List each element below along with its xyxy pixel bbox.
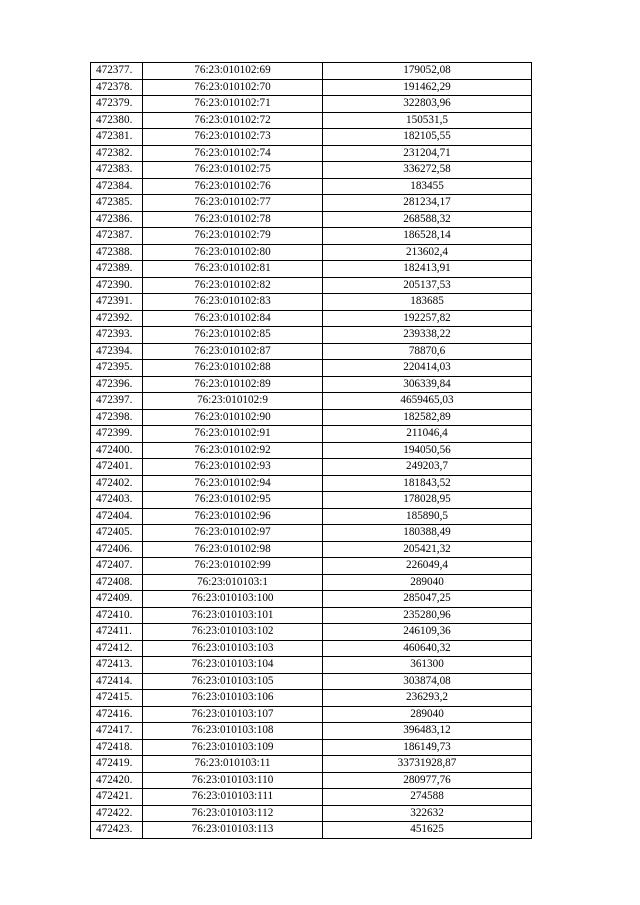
cadastral-number-cell: 76:23:010103:113 xyxy=(143,822,323,839)
cadastral-number-cell: 76:23:010102:84 xyxy=(143,310,323,327)
cadastral-number-cell: 76:23:010102:83 xyxy=(143,294,323,311)
row-number-cell: 472391. xyxy=(91,294,143,311)
cadastral-number-cell: 76:23:010102:97 xyxy=(143,525,323,542)
cadastral-value-cell: 150531,5 xyxy=(323,112,532,129)
table-row xyxy=(91,657,532,674)
cadastral-value-cell: 231204,71 xyxy=(323,145,532,162)
cadastral-value-cell: 211046,4 xyxy=(323,426,532,443)
table-row xyxy=(91,690,532,707)
row-number-cell: 472393. xyxy=(91,327,143,344)
row-number-cell: 472411. xyxy=(91,624,143,641)
cadastral-number-cell: 76:23:010103:110 xyxy=(143,772,323,789)
table-row xyxy=(91,63,532,80)
cadastral-number-cell: 76:23:010103:11 xyxy=(143,756,323,773)
cadastral-value-cell: 460640,32 xyxy=(323,640,532,657)
cadastral-value-cell: 239338,22 xyxy=(323,327,532,344)
cadastral-value-cell: 182413,91 xyxy=(323,261,532,278)
table-row xyxy=(91,640,532,657)
cadastral-number-cell: 76:23:010102:76 xyxy=(143,178,323,195)
row-number-cell: 472418. xyxy=(91,739,143,756)
row-number-cell: 472377. xyxy=(91,63,143,80)
row-number-cell: 472382. xyxy=(91,145,143,162)
cadastral-value-cell: 289040 xyxy=(323,574,532,591)
table-row xyxy=(91,129,532,146)
row-number-cell: 472392. xyxy=(91,310,143,327)
table-row xyxy=(91,558,532,575)
cadastral-value-cell: 186149,73 xyxy=(323,739,532,756)
cadastral-value-cell: 236293,2 xyxy=(323,690,532,707)
row-number-cell: 472398. xyxy=(91,409,143,426)
cadastral-number-cell: 76:23:010103:112 xyxy=(143,805,323,822)
cadastral-value-cell: 183455 xyxy=(323,178,532,195)
cadastral-number-cell: 76:23:010102:95 xyxy=(143,492,323,509)
cadastral-number-cell: 76:23:010102:77 xyxy=(143,195,323,212)
cadastral-number-cell: 76:23:010102:94 xyxy=(143,475,323,492)
table-row xyxy=(91,475,532,492)
table-row xyxy=(91,327,532,344)
table-row xyxy=(91,541,532,558)
cadastral-value-cell: 246109,36 xyxy=(323,624,532,641)
cadastral-number-cell: 76:23:010102:91 xyxy=(143,426,323,443)
row-number-cell: 472380. xyxy=(91,112,143,129)
row-number-cell: 472401. xyxy=(91,459,143,476)
table-row xyxy=(91,723,532,740)
cadastral-value-cell: 183685 xyxy=(323,294,532,311)
cadastral-value-cell: 361300 xyxy=(323,657,532,674)
cadastral-number-cell: 76:23:010102:78 xyxy=(143,211,323,228)
table-row xyxy=(91,624,532,641)
cadastral-value-cell: 322632 xyxy=(323,805,532,822)
table-row xyxy=(91,805,532,822)
cadastral-number-cell: 76:23:010103:107 xyxy=(143,706,323,723)
cadastral-value-cell: 274588 xyxy=(323,789,532,806)
cadastral-value-cell: 451625 xyxy=(323,822,532,839)
table-row xyxy=(91,525,532,542)
table-row xyxy=(91,442,532,459)
table-row xyxy=(91,360,532,377)
table-row xyxy=(91,294,532,311)
cadastral-number-cell: 76:23:010102:80 xyxy=(143,244,323,261)
cadastral-value-cell: 179052,08 xyxy=(323,63,532,80)
table-row xyxy=(91,426,532,443)
cadastral-value-cell: 182105,55 xyxy=(323,129,532,146)
cadastral-value-cell: 303874,08 xyxy=(323,673,532,690)
cadastral-value-cell: 396483,12 xyxy=(323,723,532,740)
cadastral-number-cell: 76:23:010103:106 xyxy=(143,690,323,707)
cadastral-number-cell: 76:23:010103:108 xyxy=(143,723,323,740)
table-row xyxy=(91,574,532,591)
table-row xyxy=(91,673,532,690)
cadastral-number-cell: 76:23:010103:1 xyxy=(143,574,323,591)
table-row xyxy=(91,789,532,806)
table-row xyxy=(91,772,532,789)
table-row xyxy=(91,244,532,261)
row-number-cell: 472405. xyxy=(91,525,143,542)
cadastral-value-cell: 4659465,03 xyxy=(323,393,532,410)
row-number-cell: 472415. xyxy=(91,690,143,707)
table-row xyxy=(91,96,532,113)
row-number-cell: 472394. xyxy=(91,343,143,360)
table-row xyxy=(91,591,532,608)
row-number-cell: 472397. xyxy=(91,393,143,410)
cadastral-number-cell: 76:23:010102:73 xyxy=(143,129,323,146)
table-row xyxy=(91,607,532,624)
cadastral-number-cell: 76:23:010102:96 xyxy=(143,508,323,525)
row-number-cell: 472416. xyxy=(91,706,143,723)
row-number-cell: 472384. xyxy=(91,178,143,195)
row-number-cell: 472407. xyxy=(91,558,143,575)
table-row xyxy=(91,508,532,525)
table-row xyxy=(91,145,532,162)
cadastral-value-cell: 281234,17 xyxy=(323,195,532,212)
table-row xyxy=(91,211,532,228)
cadastral-number-cell: 76:23:010102:82 xyxy=(143,277,323,294)
table-row xyxy=(91,228,532,245)
row-number-cell: 472379. xyxy=(91,96,143,113)
cadastral-value-cell: 322803,96 xyxy=(323,96,532,113)
table-row xyxy=(91,756,532,773)
table-row xyxy=(91,162,532,179)
cadastral-number-cell: 76:23:010102:72 xyxy=(143,112,323,129)
table-row xyxy=(91,310,532,327)
row-number-cell: 472408. xyxy=(91,574,143,591)
cadastral-value-cell: 268588,32 xyxy=(323,211,532,228)
cadastral-value-cell: 226049,4 xyxy=(323,558,532,575)
row-number-cell: 472389. xyxy=(91,261,143,278)
cadastral-number-cell: 76:23:010102:90 xyxy=(143,409,323,426)
cadastral-value-cell: 220414,03 xyxy=(323,360,532,377)
row-number-cell: 472413. xyxy=(91,657,143,674)
table-row xyxy=(91,343,532,360)
table-row xyxy=(91,822,532,839)
cadastral-number-cell: 76:23:010102:69 xyxy=(143,63,323,80)
cadastral-number-cell: 76:23:010102:89 xyxy=(143,376,323,393)
row-number-cell: 472409. xyxy=(91,591,143,608)
row-number-cell: 472422. xyxy=(91,805,143,822)
cadastral-number-cell: 76:23:010102:71 xyxy=(143,96,323,113)
table-row xyxy=(91,195,532,212)
cadastral-value-cell: 191462,29 xyxy=(323,79,532,96)
cadastral-value-cell: 182582,89 xyxy=(323,409,532,426)
row-number-cell: 472414. xyxy=(91,673,143,690)
cadastral-value-cell: 33731928,87 xyxy=(323,756,532,773)
row-number-cell: 472387. xyxy=(91,228,143,245)
row-number-cell: 472400. xyxy=(91,442,143,459)
row-number-cell: 472402. xyxy=(91,475,143,492)
cadastral-number-cell: 76:23:010102:81 xyxy=(143,261,323,278)
cadastral-number-cell: 76:23:010103:102 xyxy=(143,624,323,641)
cadastral-value-cell: 213602,4 xyxy=(323,244,532,261)
cadastral-value-cell: 306339,84 xyxy=(323,376,532,393)
cadastral-value-cell: 180388,49 xyxy=(323,525,532,542)
table-row xyxy=(91,459,532,476)
cadastral-value-cell: 249203,7 xyxy=(323,459,532,476)
row-number-cell: 472420. xyxy=(91,772,143,789)
row-number-cell: 472406. xyxy=(91,541,143,558)
cadastral-number-cell: 76:23:010103:111 xyxy=(143,789,323,806)
table-row xyxy=(91,706,532,723)
row-number-cell: 472404. xyxy=(91,508,143,525)
table-row xyxy=(91,376,532,393)
cadastral-value-cell: 235280,96 xyxy=(323,607,532,624)
cadastral-number-cell: 76:23:010103:104 xyxy=(143,657,323,674)
cadastral-number-cell: 76:23:010102:79 xyxy=(143,228,323,245)
row-number-cell: 472378. xyxy=(91,79,143,96)
table-row xyxy=(91,492,532,509)
cadastral-value-cell: 280977,76 xyxy=(323,772,532,789)
row-number-cell: 472410. xyxy=(91,607,143,624)
row-number-cell: 472390. xyxy=(91,277,143,294)
cadastral-value-cell: 285047,25 xyxy=(323,591,532,608)
row-number-cell: 472388. xyxy=(91,244,143,261)
cadastral-value-cell: 192257,82 xyxy=(323,310,532,327)
cadastral-value-cell: 186528,14 xyxy=(323,228,532,245)
row-number-cell: 472395. xyxy=(91,360,143,377)
cadastral-number-cell: 76:23:010103:103 xyxy=(143,640,323,657)
cadastral-value-cell: 289040 xyxy=(323,706,532,723)
cadastral-number-cell: 76:23:010102:75 xyxy=(143,162,323,179)
table-row xyxy=(91,393,532,410)
cadastral-value-table xyxy=(90,62,532,839)
cadastral-number-cell: 76:23:010102:74 xyxy=(143,145,323,162)
cadastral-number-cell: 76:23:010103:100 xyxy=(143,591,323,608)
row-number-cell: 472403. xyxy=(91,492,143,509)
cadastral-number-cell: 76:23:010103:109 xyxy=(143,739,323,756)
cadastral-number-cell: 76:23:010102:93 xyxy=(143,459,323,476)
table-row xyxy=(91,79,532,96)
cadastral-number-cell: 76:23:010102:70 xyxy=(143,79,323,96)
cadastral-value-cell: 194050,56 xyxy=(323,442,532,459)
row-number-cell: 472383. xyxy=(91,162,143,179)
cadastral-number-cell: 76:23:010103:101 xyxy=(143,607,323,624)
cadastral-number-cell: 76:23:010102:92 xyxy=(143,442,323,459)
cadastral-number-cell: 76:23:010102:9 xyxy=(143,393,323,410)
row-number-cell: 472396. xyxy=(91,376,143,393)
row-number-cell: 472399. xyxy=(91,426,143,443)
table-body xyxy=(91,63,532,839)
row-number-cell: 472385. xyxy=(91,195,143,212)
row-number-cell: 472419. xyxy=(91,756,143,773)
cadastral-value-cell: 178028,95 xyxy=(323,492,532,509)
row-number-cell: 472412. xyxy=(91,640,143,657)
table-row xyxy=(91,178,532,195)
table-row xyxy=(91,112,532,129)
cadastral-number-cell: 76:23:010102:99 xyxy=(143,558,323,575)
cadastral-value-cell: 181843,52 xyxy=(323,475,532,492)
table-row xyxy=(91,261,532,278)
table-row xyxy=(91,277,532,294)
cadastral-number-cell: 76:23:010102:85 xyxy=(143,327,323,344)
table-row xyxy=(91,409,532,426)
cadastral-value-cell: 205421,32 xyxy=(323,541,532,558)
row-number-cell: 472421. xyxy=(91,789,143,806)
cadastral-value-cell: 78870,6 xyxy=(323,343,532,360)
row-number-cell: 472381. xyxy=(91,129,143,146)
cadastral-number-cell: 76:23:010102:88 xyxy=(143,360,323,377)
cadastral-number-cell: 76:23:010102:98 xyxy=(143,541,323,558)
cadastral-value-cell: 185890,5 xyxy=(323,508,532,525)
table-row xyxy=(91,739,532,756)
row-number-cell: 472417. xyxy=(91,723,143,740)
row-number-cell: 472386. xyxy=(91,211,143,228)
row-number-cell: 472423. xyxy=(91,822,143,839)
cadastral-number-cell: 76:23:010102:87 xyxy=(143,343,323,360)
cadastral-number-cell: 76:23:010103:105 xyxy=(143,673,323,690)
cadastral-value-cell: 336272,58 xyxy=(323,162,532,179)
cadastral-value-cell: 205137,53 xyxy=(323,277,532,294)
